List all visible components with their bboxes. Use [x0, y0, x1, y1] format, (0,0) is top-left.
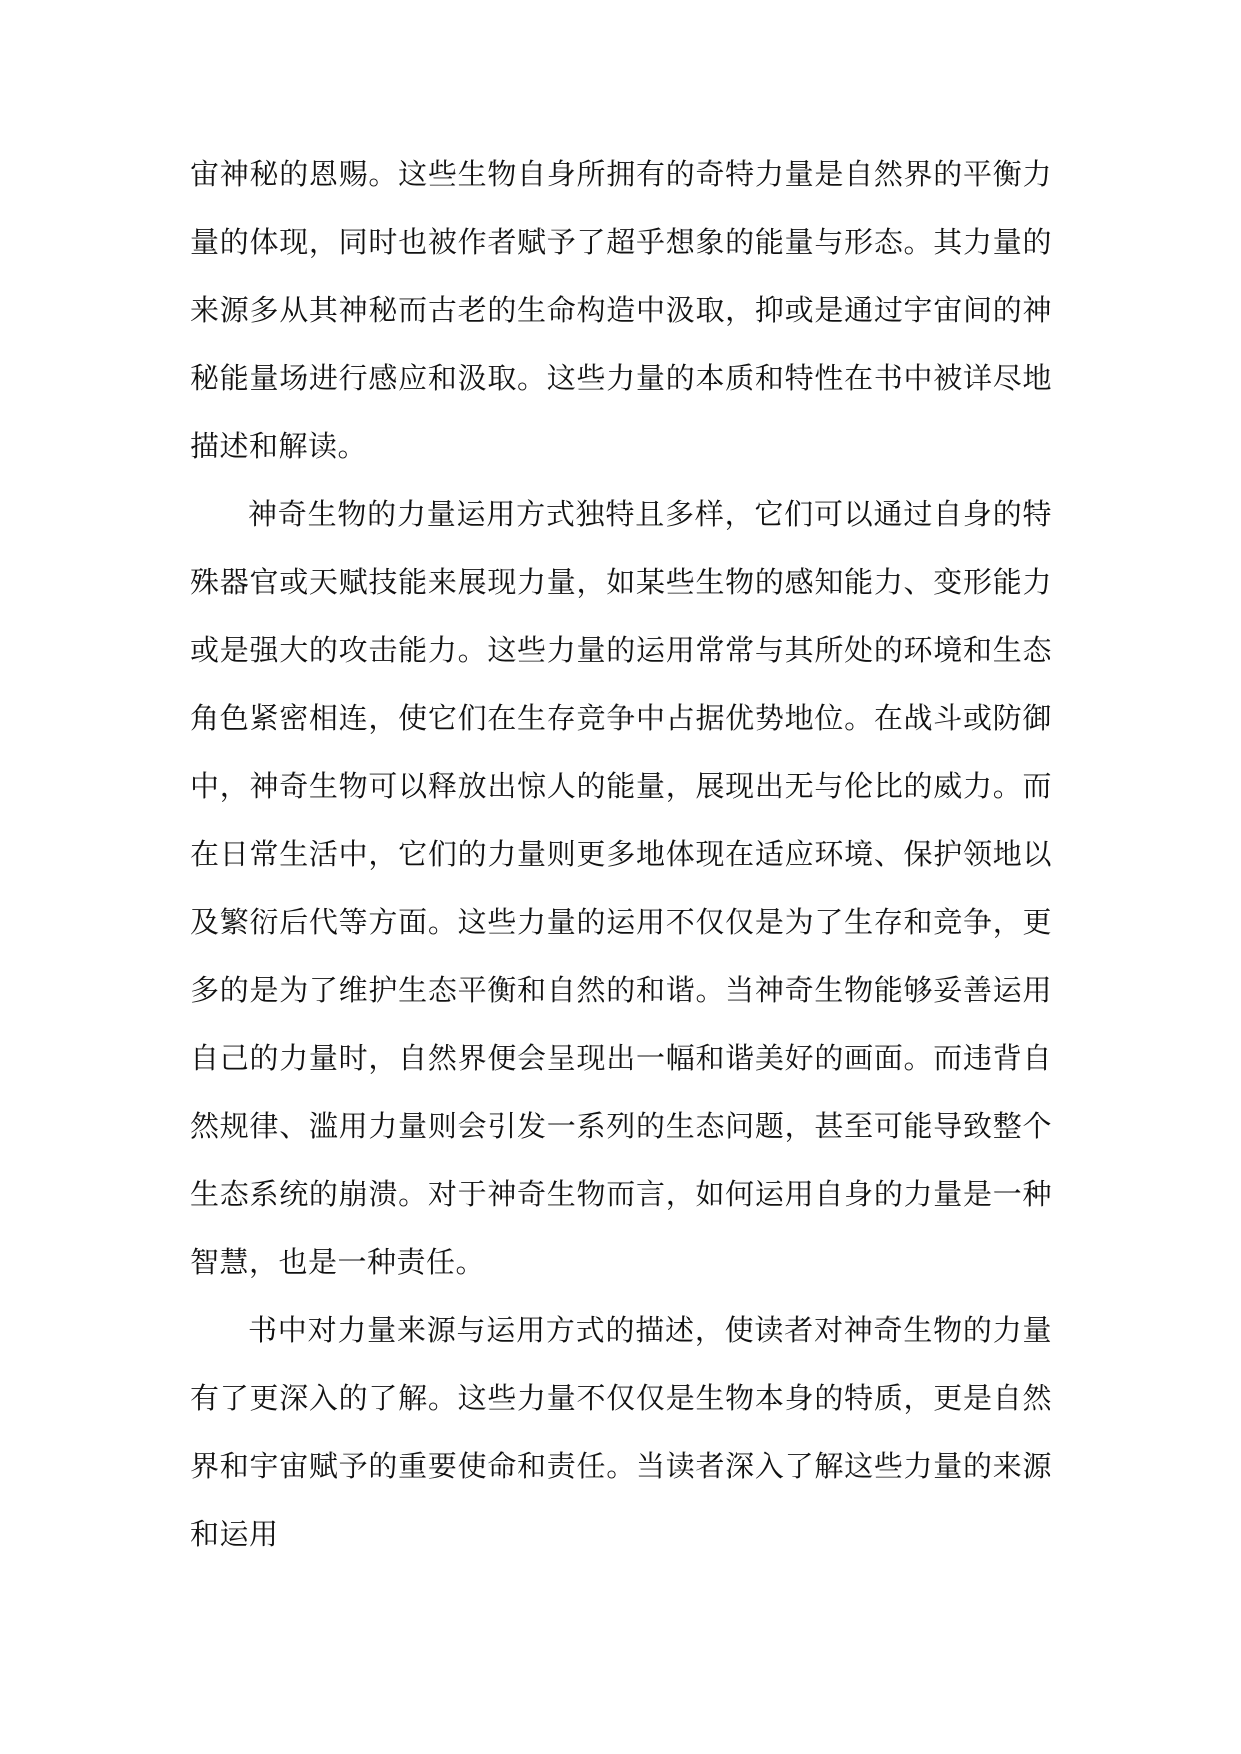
- paragraph-1: 宙神秘的恩赐。这些生物自身所拥有的奇特力量是自然界的平衡力量的体现，同时也被作者赋予了超乎想象的能量与形态。其力量的来源多从其神秘而古老的生命构造中汲取，抑或是通过宇宙间的神秘能量场进行感应和汲取。这些力量的本质和特性在书中被详尽地描述和解读。: [190, 157, 1052, 463]
- body-text: [190, 140, 1052, 1568]
- paragraph-3: 书中对力量来源与运用方式的描述，使读者对神奇生物的力量有了更深入的了解。这些力量不仅仅是生物本身的特质，更是自然界和宇宙赋予的重要使命和责任。当读者深入了解这些力量的来源和运用: [190, 1313, 1052, 1551]
- paragraph-2: 神奇生物的力量运用方式独特且多样，它们可以通过自身的特殊器官或天赋技能来展现力量，如某些生物的感知能力、变形能力或是强大的攻击能力。这些力量的运用常常与其所处的环境和生态角色紧密相连，使它们在生存竞争中占据优势地位。在战斗或防御中，神奇生物可以释放出惊人的能量，展现出无与伦比的威力。而在日常生活中，它们的力量则更多地体现在适应环境、保护领地以及繁衍后代等方面。这些力量的运用不仅仅是为了生存和竞争，更多的是为了维护生态平衡和自然的和谐。当神奇生物能够妥善运用自己的力量时，自然界便会呈现出一幅和谐美好的画面。而违背自然规律、滥用力量则会引发一系列的生态问题，甚至可能导致整个生态系统的崩溃。对于神奇生物而言，如何运用自身的力量是一种智慧，也是一种责任。: [190, 497, 1052, 1279]
